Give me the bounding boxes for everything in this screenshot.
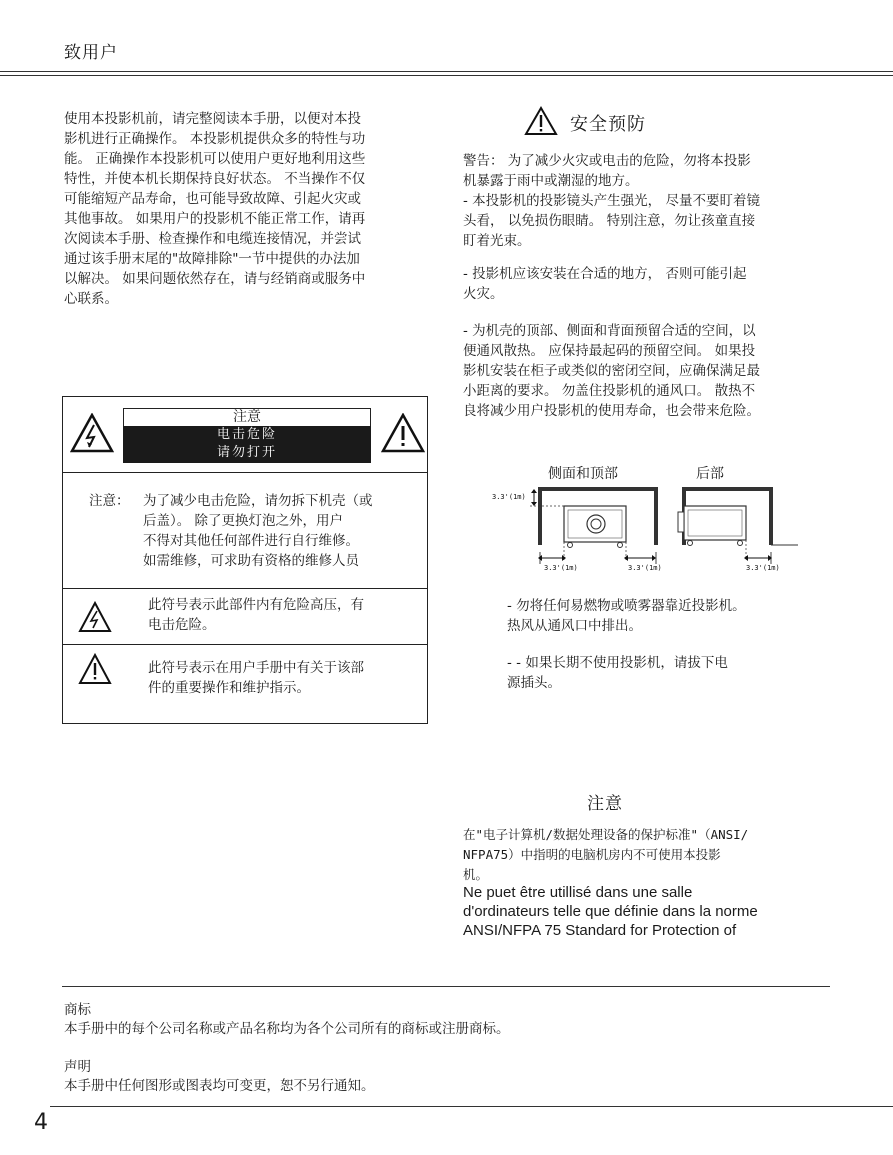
safety-line: 影机安装在柜子或类似的密闭空间，应确保满足最 xyxy=(463,363,760,379)
caution-divider xyxy=(63,588,427,589)
declaration-heading: 声明 xyxy=(64,1059,91,1075)
intro-line: 以解决。 如果问题依然存在，请与经销商或服务中 xyxy=(64,271,366,287)
header-rule-double xyxy=(0,75,893,76)
safety-clearance-paragraph xyxy=(463,321,825,421)
high-voltage-description xyxy=(148,595,418,635)
dimension-label-top: 3.3'(1m) xyxy=(492,493,526,501)
dimension-label-right: 3.3'(1m) xyxy=(628,564,662,572)
header-rule xyxy=(0,71,893,72)
symbol-line: 此符号表示此部件内有危险高压，有 xyxy=(148,597,364,613)
note-line: 热风从通风口中排出。 xyxy=(507,618,642,634)
notice-line: ANSI/NFPA 75 Standard for Protection of xyxy=(463,922,737,939)
note-line: 源插头。 xyxy=(507,675,561,691)
dimension-label-rear: 3.3'(1m) xyxy=(746,564,780,572)
diagram-label-rear: 后部 xyxy=(696,466,724,482)
symbol-line: 件的重要操作和维护指示。 xyxy=(148,680,310,696)
intro-line: 其他事故。 如果用户的投影机不能正常工作，请再 xyxy=(64,211,366,227)
notice-french-text xyxy=(463,883,828,940)
intro-line: 次阅读本手册、检查操作和电缆连接情况，并尝试 xyxy=(64,231,361,247)
caution-title-block xyxy=(123,408,371,463)
exclamation-warning-icon xyxy=(381,413,425,453)
important-instruction-icon xyxy=(78,653,112,685)
notice-line: 在"电子计算机/数据处理设备的保护标准"（ANSI/ xyxy=(463,827,749,842)
note-line: - - 如果长期不使用投影机，请拔下电 xyxy=(507,655,728,671)
page-number: 4 xyxy=(34,1110,48,1135)
safety-heading xyxy=(524,106,724,136)
caution-note-line: 为了减少电击危险，请勿拆下机壳（或 xyxy=(143,493,373,509)
caution-title: 注意 xyxy=(123,408,371,426)
intro-line: 使用本投影机前，请完整阅读本手册，以便对本投 xyxy=(64,111,361,127)
safety-installation-paragraph xyxy=(463,264,825,304)
caution-note-line: 不得对其他任何部件进行自行维修。 xyxy=(143,533,359,549)
safety-line: 盯着光束。 xyxy=(463,233,531,249)
caution-divider xyxy=(63,472,427,473)
caution-divider xyxy=(63,644,427,645)
intro-line: 心联系。 xyxy=(64,291,118,307)
important-instruction-description xyxy=(148,658,418,698)
intro-line: 特性，并使本机长期保持良好状态。 不当操作不仅 xyxy=(64,171,366,187)
dimension-label-left: 3.3'(1m) xyxy=(544,564,578,572)
page-title: 致用户 xyxy=(64,43,118,63)
trademark-text: 本手册中的每个公司名称或产品名称均为各个公司所有的商标或注册商标。 xyxy=(64,1021,510,1037)
safety-line: 便通风散热。 应保持最起码的预留空间。 如果投 xyxy=(463,343,756,359)
flammable-note xyxy=(507,596,827,636)
declaration-text: 本手册中任何图形或图表均可变更，恕不另行通知。 xyxy=(64,1078,375,1094)
intro-line: 影机进行正确操作。 本投影机提供众多的特性与功 xyxy=(64,131,366,147)
symbol-line: 此符号表示在用户手册中有关于该部 xyxy=(148,660,364,676)
caution-banner-line: 请勿打开 xyxy=(216,445,277,460)
safety-line: - 投影机应该安装在合适的地方， 否则可能引起 xyxy=(463,266,747,282)
notice-heading: 注意 xyxy=(587,794,623,814)
caution-black-banner xyxy=(123,426,371,463)
caution-note-text xyxy=(143,491,418,571)
safety-line: 火灾。 xyxy=(463,286,504,302)
clearance-diagram-drawing xyxy=(488,460,808,578)
notice-line: NFPA75）中指明的电脑机房内不可使用本投影 xyxy=(463,847,721,862)
safety-heading-text: 安全预防 xyxy=(570,114,646,135)
caution-note-label: 注意： xyxy=(89,493,130,509)
caution-box xyxy=(62,396,428,724)
safety-line: 警告： 为了减少火灾或电击的危险，勿将本投影 xyxy=(463,153,751,169)
safety-line: 小距离的要求。 勿盖住投影机的通风口。 散热不 xyxy=(463,383,756,399)
notice-line: 机。 xyxy=(463,867,489,882)
high-voltage-icon xyxy=(78,601,112,633)
notice-line: Ne puet être utillisé dans une salle xyxy=(463,884,693,901)
electric-shock-warning-icon xyxy=(70,413,114,453)
note-line: - 勿将任何易燃物或喷雾器靠近投影机。 xyxy=(507,598,746,614)
safety-line: 良将减少用户投影机的使用寿命，也会带来危险。 xyxy=(463,403,760,419)
diagram-label-side-top: 侧面和顶部 xyxy=(548,466,618,482)
caution-note-line: 后盖）。 除了更换灯泡之外，用户 xyxy=(143,513,344,529)
notice-line: d'ordinateurs telle que définie dans la norme xyxy=(463,903,758,920)
intro-line: 能。 正确操作本投影机可以使用户更好地利用这些 xyxy=(64,151,366,167)
intro-paragraph xyxy=(64,109,426,309)
symbol-line: 电击危险。 xyxy=(148,617,216,633)
safety-warning-paragraph xyxy=(463,151,825,251)
trademark-heading: 商标 xyxy=(64,1002,91,1018)
caution-banner-line: 电击危险 xyxy=(216,427,277,442)
safety-line: 头看， 以免损伤眼睛。 特别注意，勿让孩童直接 xyxy=(463,213,756,229)
clearance-diagram xyxy=(488,460,808,578)
intro-line: 可能缩短产品寿命，也可能导致故障、引起火灾或 xyxy=(64,191,361,207)
caution-note-line: 如需维修，可求助有资格的维修人员 xyxy=(143,553,359,569)
page-bottom-rule xyxy=(50,1106,893,1107)
footer-divider xyxy=(62,986,830,987)
safety-line: - 本投影机的投影镜头产生强光， 尽量不要盯着镜 xyxy=(463,193,760,209)
safety-line: - 为机壳的顶部、侧面和背面预留合适的空间，以 xyxy=(463,323,756,339)
notice-chinese-text xyxy=(463,825,828,885)
intro-line: 通过该手册末尾的"故障排除"一节中提供的办法加 xyxy=(64,251,360,267)
safety-line: 机暴露于雨中或潮湿的地方。 xyxy=(463,173,639,189)
warning-icon xyxy=(524,106,558,136)
unplug-note xyxy=(507,653,827,693)
